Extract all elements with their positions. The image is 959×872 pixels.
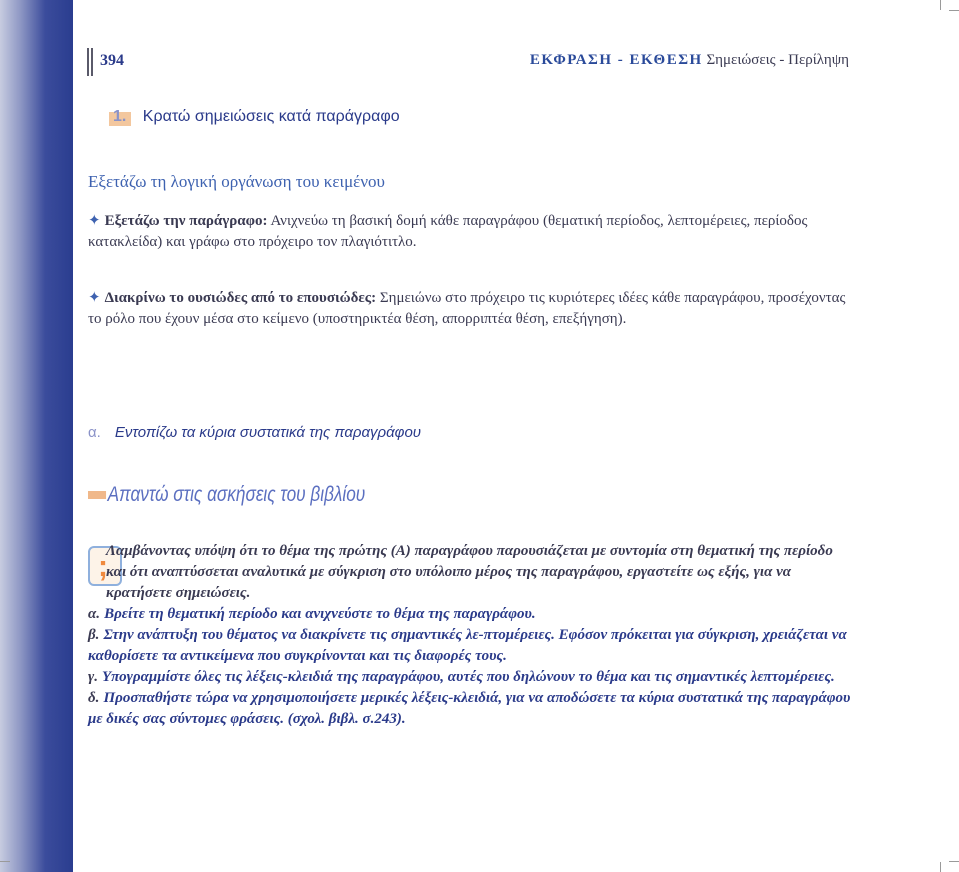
question-icon: ; — [88, 546, 122, 586]
bullet-paragraph — [88, 211, 852, 253]
section-title-text: Κρατώ σημειώσεις κατά παράγραφο — [142, 108, 400, 125]
crop-mark — [949, 861, 959, 862]
crop-mark — [940, 0, 941, 10]
bullet-term: Εξετάζω την παράγραφο: — [104, 213, 268, 229]
section-number: 1. — [113, 108, 127, 125]
exercise-intro: Λαμβάνοντας υπόψη ότι το θέμα της πρώτης (Α) παραγράφου παρουσιάζεται με συντομία στη θεματική της περίοδο και ότι αναπτύσσεται αναλυτικά με σύγκριση στο υπόλοιπο μέρος της παραγράφου, εργαστείτε ως εξής, για να κρατήσετε σημειώσεις. — [106, 543, 833, 601]
alpha-mark: α. — [88, 424, 101, 441]
exercise-item: γ. Υπογραμμίστε όλες τις λέξεις-κλειδιά της παραγράφου, αυτές που δηλώνουν το θέμα και τις σημαντικές λεπτομέρειες. — [88, 669, 835, 685]
running-header-title: ΕΚΦΡΑΣΗ - ΕΚΘΕΣΗ — [529, 52, 703, 68]
bullet-text: Σημειώνω στο πρόχειρο τις κυριότερες ιδέες κάθε παραγράφου, προσέχοντας το ρόλο που έχουν μέσα στο κείμενο (υποστηρικτέα θέση, απορριπτέα θέση, επεξήγηση). — [88, 290, 846, 327]
section-title — [113, 108, 400, 126]
exercise-item: β. Στην ανάπτυξη του θέματος να διακρίνετε τις σημαντικές λε-πτομέρειες. Εφόσον πρόκειται για σύγκριση, χρειάζεται να καθορίσετε τα αντικείμενα που συγκρίνονται και τις διαφορές τους. — [88, 627, 847, 664]
running-header — [530, 52, 849, 69]
crop-mark — [0, 861, 10, 862]
side-color-band — [0, 0, 73, 872]
star-bullet-icon: ✦ — [88, 290, 101, 306]
answer-bar-icon — [88, 491, 106, 499]
answer-heading-text: Απαντώ στις ασκήσεις του βιβλίου — [107, 483, 366, 506]
bullet-text: Ανιχνεύω τη βασική δομή κάθε παραγράφου (θεματική περίοδος, λεπτομέρειες, περίοδος κατακλείδα) και γράφω στο πρόχειρο τον πλαγιότιτλο. — [88, 213, 808, 250]
exercise-item: α. Βρείτε τη θεματική περίοδο και ανιχνεύστε το θέμα της παραγράφου. — [88, 606, 536, 622]
exercise-item: δ. Προσπαθήστε τώρα να χρησιμοποιήσετε μερικές λέξεις-κλειδιά, για να αποδώσετε τα κύρια συστατικά της παραγράφου με δικές σας σύντομες φράσεις. (σχολ. βιβλ. σ.243). — [88, 690, 851, 727]
exercise-block — [88, 541, 852, 730]
bullet-paragraph — [88, 288, 852, 330]
page-number: 394 — [100, 52, 124, 69]
crop-mark — [940, 862, 941, 872]
alpha-heading — [88, 424, 421, 441]
crop-mark — [949, 10, 959, 11]
header-rule — [87, 48, 93, 76]
star-bullet-icon: ✦ — [88, 213, 101, 229]
bullet-term: Διακρίνω το ουσιώδες από το επουσιώδες: — [104, 290, 377, 306]
alpha-heading-text: Εντοπίζω τα κύρια συστατικά της παραγράφου — [114, 424, 422, 441]
answer-heading — [88, 483, 365, 507]
running-header-subtitle: Σημειώσεις - Περίληψη — [706, 52, 849, 68]
subheading: Εξετάζω τη λογική οργάνωση του κειμένου — [88, 172, 385, 191]
